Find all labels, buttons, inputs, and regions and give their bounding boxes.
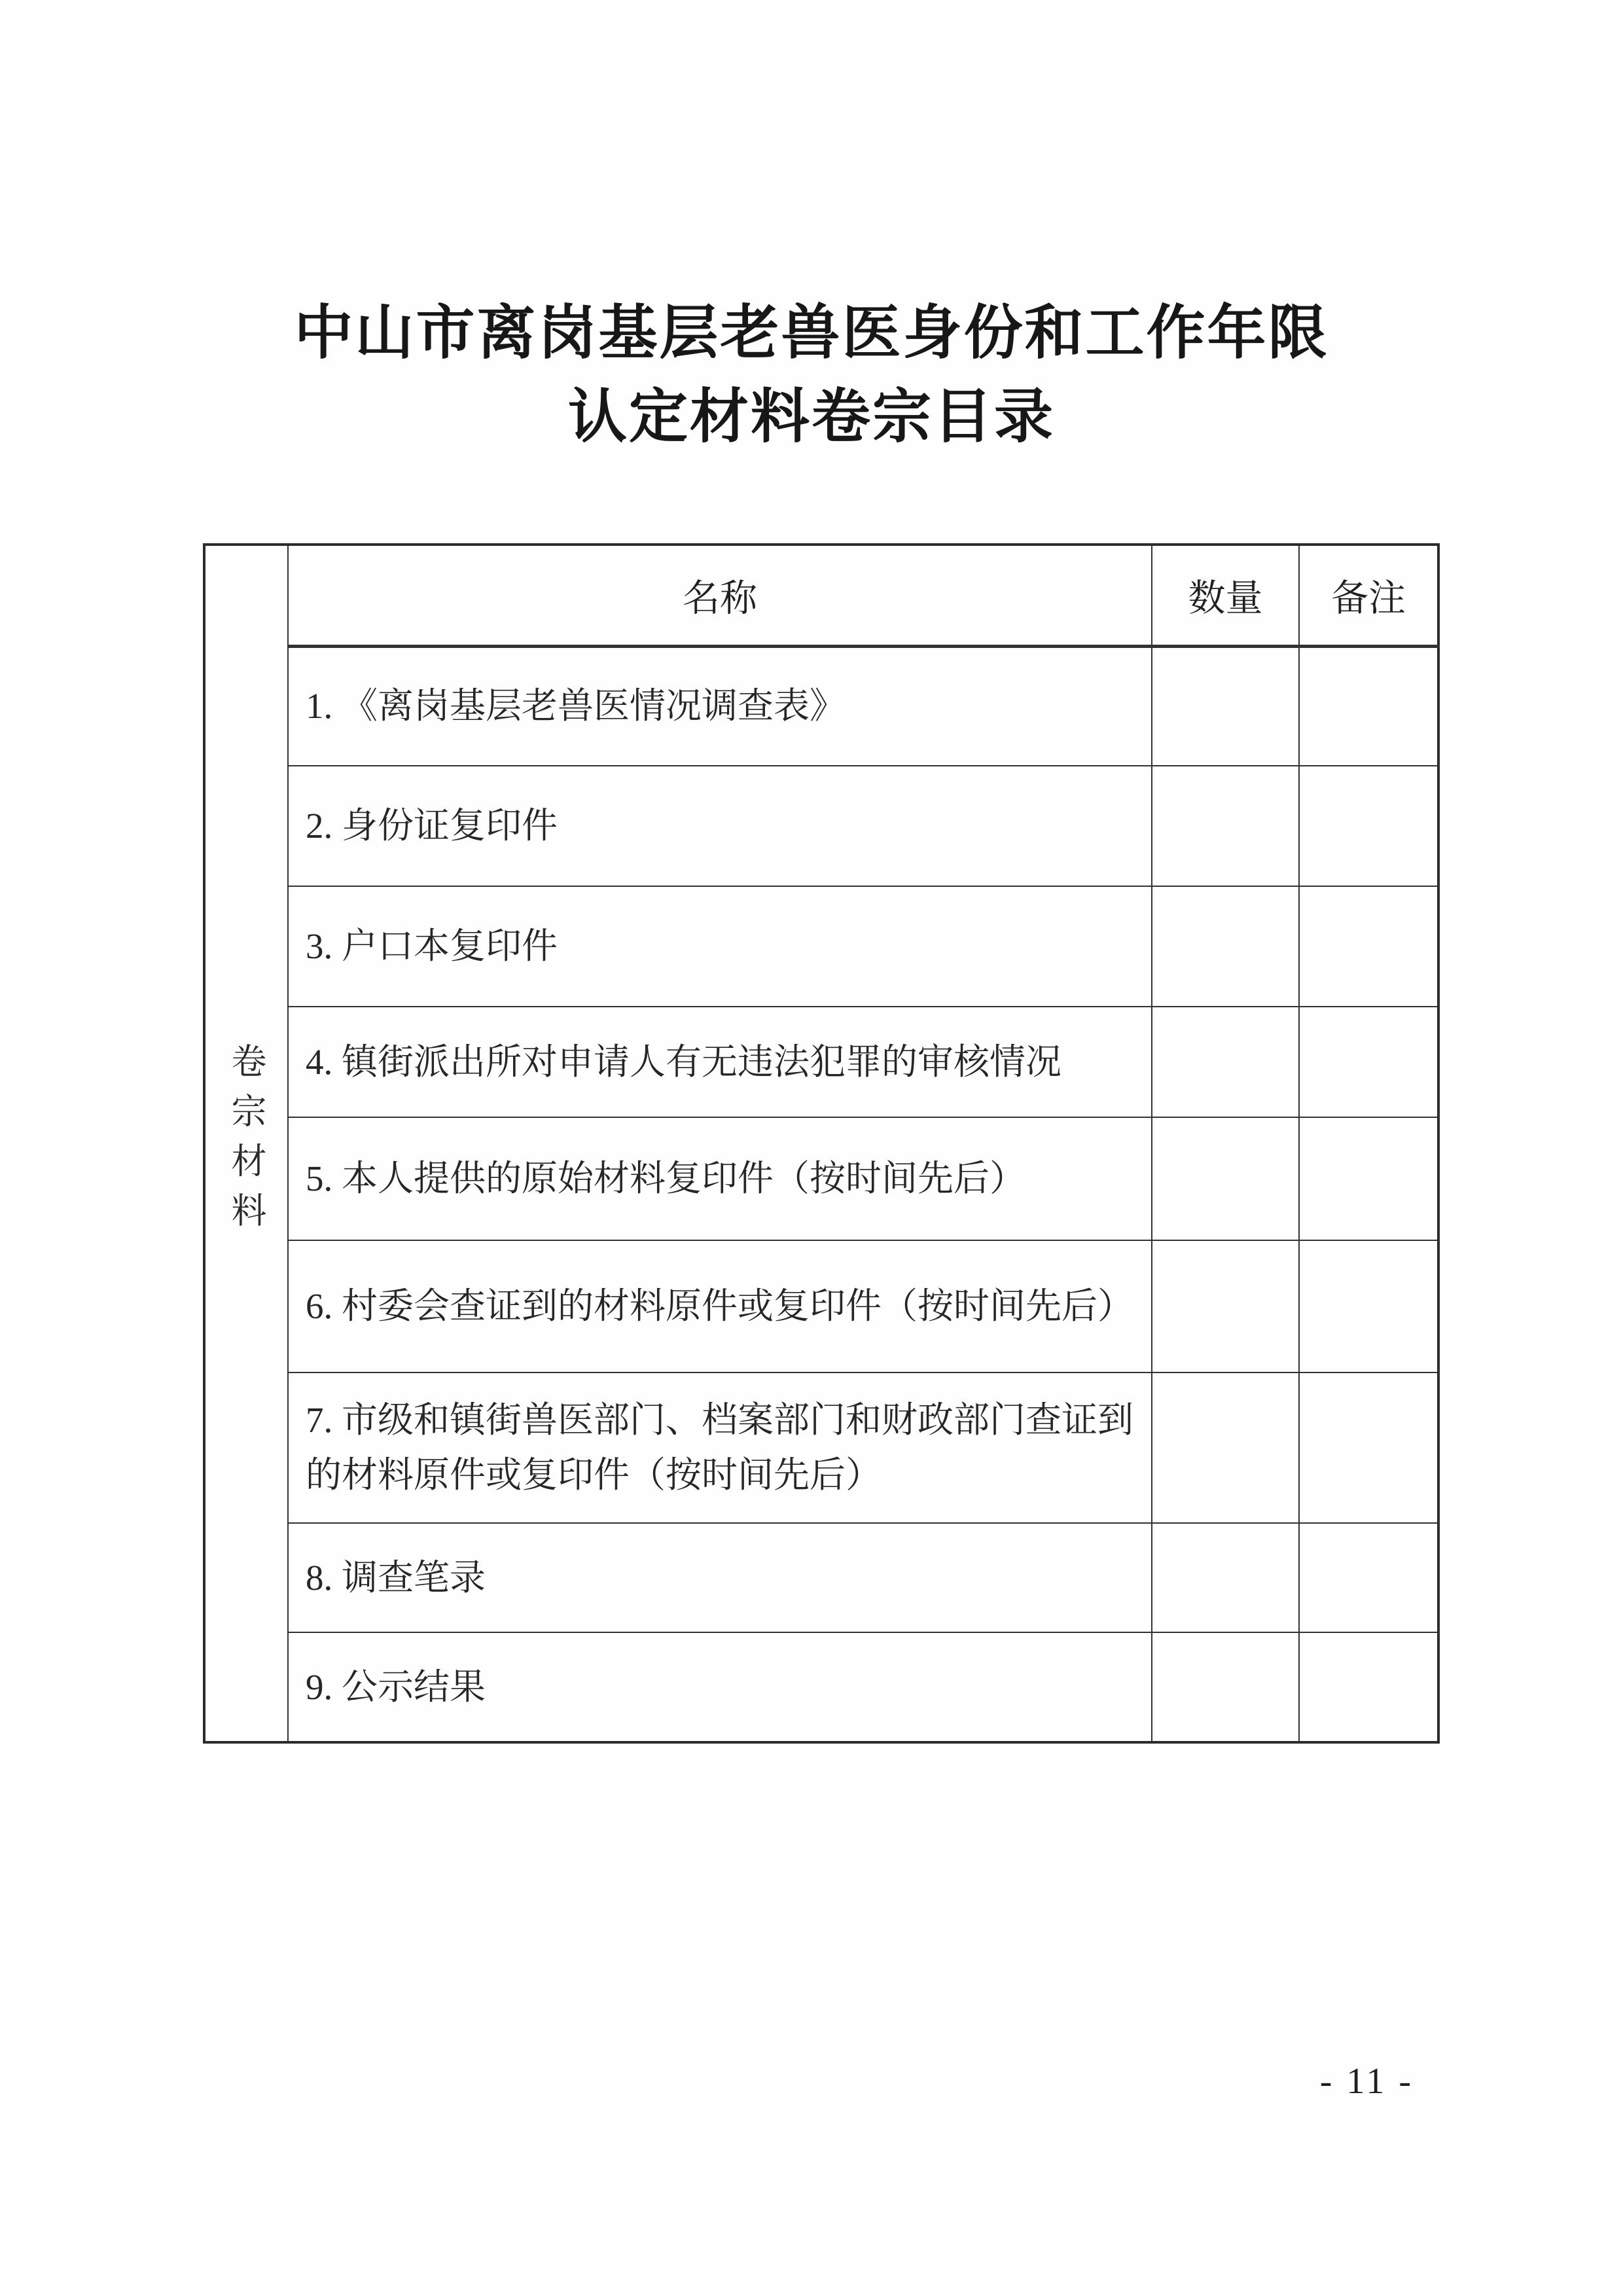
column-header-quantity: 数量 (1152, 545, 1299, 646)
row-remark-cell (1299, 1523, 1438, 1632)
row-remark-cell (1299, 1240, 1438, 1372)
row-name-cell: 1. 《离岗基层老兽医情况调查表》 (288, 646, 1152, 766)
row-quantity-cell (1152, 886, 1299, 1007)
row-remark-cell (1299, 766, 1438, 886)
column-header-remark: 备注 (1299, 545, 1438, 646)
side-label-cell (204, 545, 288, 1742)
row-quantity-cell (1152, 766, 1299, 886)
row-quantity-cell (1152, 1632, 1299, 1742)
row-name-cell: 4. 镇街派出所对申请人有无违法犯罪的审核情况 (288, 1007, 1152, 1117)
table-row (204, 886, 1438, 1007)
row-quantity-cell (1152, 1372, 1299, 1523)
catalog-table (203, 543, 1440, 1744)
table-row (204, 1523, 1438, 1632)
row-name-cell: 3. 户口本复印件 (288, 886, 1152, 1007)
table-row (204, 1632, 1438, 1742)
row-name-cell: 8. 调查笔录 (288, 1523, 1152, 1632)
row-remark-cell (1299, 1372, 1438, 1523)
row-quantity-cell (1152, 1523, 1299, 1632)
row-remark-cell (1299, 646, 1438, 766)
table-row (204, 766, 1438, 886)
table-row (204, 646, 1438, 766)
table-row (204, 1372, 1438, 1523)
table-row (204, 1117, 1438, 1240)
row-name-cell: 7. 市级和镇街兽医部门、档案部门和财政部门查证到的材料原件或复印件（按时间先后） (288, 1372, 1152, 1523)
table-header-row (204, 545, 1438, 646)
side-label: 卷宗材料 (226, 1042, 266, 1242)
row-name-cell: 6. 村委会查证到的材料原件或复印件（按时间先后） (288, 1240, 1152, 1372)
row-remark-cell (1299, 1632, 1438, 1742)
row-quantity-cell (1152, 646, 1299, 766)
row-quantity-cell (1152, 1007, 1299, 1117)
row-remark-cell (1299, 886, 1438, 1007)
table-row (204, 1240, 1438, 1372)
document-title-line2: 认定材料卷宗目录 (568, 385, 1055, 450)
row-remark-cell (1299, 1117, 1438, 1240)
row-remark-cell (1299, 1007, 1438, 1117)
table-row (204, 1007, 1438, 1117)
column-header-name: 名称 (288, 545, 1152, 646)
page-number: - 11 - (1319, 2061, 1414, 2102)
row-name-cell: 9. 公示结果 (288, 1632, 1152, 1742)
row-quantity-cell (1152, 1240, 1299, 1372)
document-title (0, 292, 1623, 459)
row-name-cell: 5. 本人提供的原始材料复印件（按时间先后） (288, 1117, 1152, 1240)
document-title-line1: 中山市离岗基层老兽医身份和工作年限 (294, 301, 1329, 366)
row-quantity-cell (1152, 1117, 1299, 1240)
row-name-cell: 2. 身份证复印件 (288, 766, 1152, 886)
